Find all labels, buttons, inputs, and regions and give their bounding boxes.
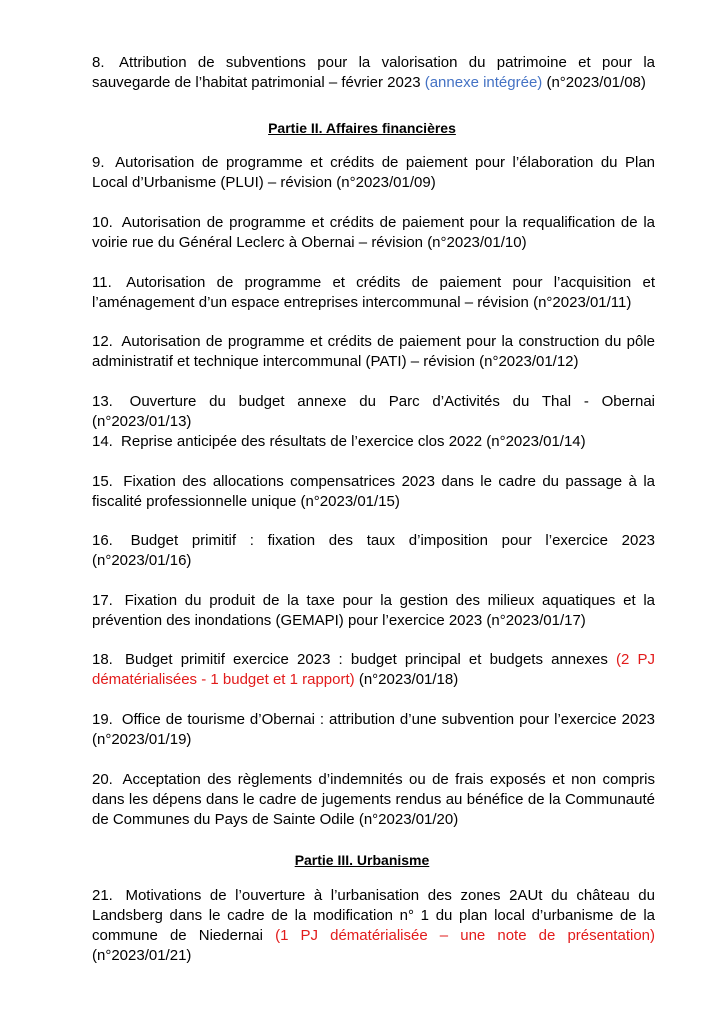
- item-number: 18.: [92, 651, 113, 668]
- item-reference: (n°2023/01/14): [486, 433, 586, 450]
- item-reference: (n°2023/01/12): [479, 353, 579, 370]
- section-heading-part-3: Partie III. Urbanisme: [294, 852, 430, 868]
- item-number: 8.: [92, 54, 105, 71]
- item-text: Attribution de subventions pour la valorisation du patrimoine et pour la sauvegarde de l’habitat patrimonial – février 2023: [92, 54, 655, 91]
- item-number: 19.: [92, 711, 113, 728]
- agenda-item-17: [92, 591, 655, 631]
- item-reference: (n°2023/01/16): [92, 552, 192, 569]
- item-number: 9.: [92, 154, 105, 171]
- item-text: Ouverture du budget annexe du Parc d’Activités du Thal - Obernai: [129, 393, 655, 410]
- item-text: Fixation des allocations compensatrices 2023 dans le cadre du passage à la fiscalité professionnelle unique: [92, 473, 655, 510]
- item-attachment-note: (2 PJ dématérialisées - 1 budget et 1 rapport): [92, 651, 655, 688]
- item-text: Autorisation de programme et crédits de paiement pour la construction du pôle administratif et technique intercommunal (PATI) – révision: [92, 333, 655, 370]
- item-reference: (n°2023/01/17): [486, 612, 586, 629]
- item-number: 17.: [92, 592, 113, 609]
- item-text: Autorisation de programme et crédits de paiement pour la requalification de la voirie rue du Général Leclerc à Obernai – révision: [92, 214, 656, 251]
- item-number: 14.: [92, 433, 113, 450]
- item-text: Fixation du produit de la taxe pour la gestion des milieux aquatiques et la prévention des inondations (GEMAPI) pour l’exercice 2023: [92, 592, 656, 629]
- item-number: 13.: [92, 393, 113, 410]
- item-attachment-note: (1 PJ dématérialisée – une note de présentation): [275, 927, 655, 944]
- item-text: Autorisation de programme et crédits de paiement pour l’acquisition et l’aménagement d’un espace entreprises intercommunal – révision: [92, 274, 655, 311]
- item-reference: (n°2023/01/13): [92, 413, 192, 430]
- item-annex-note: (annexe intégrée): [424, 74, 543, 91]
- item-reference: (n°2023/01/08): [546, 74, 646, 91]
- agenda-item-21: [92, 886, 655, 966]
- item-text: Autorisation de programme et crédits de paiement pour l’élaboration du Plan Local d’Urbanisme (PLUI) – révision: [92, 154, 656, 191]
- agenda-item-15: [92, 472, 655, 512]
- agenda-item-18: [92, 650, 655, 690]
- agenda-item-14: [92, 432, 655, 452]
- item-text: Office de tourisme d’Obernai : attribution d’une subvention pour l’exercice 2023: [121, 711, 655, 728]
- item-number: 11.: [92, 274, 112, 291]
- item-reference: (n°2023/01/20): [358, 811, 459, 828]
- item-reference: (n°2023/01/18): [358, 671, 459, 688]
- item-reference: (n°2023/01/21): [92, 947, 192, 964]
- item-number: 20.: [92, 771, 113, 788]
- item-text: Reprise anticipée des résultats de l’exercice clos 2022: [121, 433, 483, 450]
- agenda-item-12: [92, 332, 655, 372]
- item-reference: (n°2023/01/10): [427, 234, 527, 251]
- agenda-item-9: [92, 153, 655, 193]
- item-number: 10.: [92, 214, 113, 231]
- section-heading-part-2: Partie II. Affaires financières: [268, 120, 456, 136]
- item-reference: (n°2023/01/09): [336, 174, 436, 191]
- agenda-item-10: [92, 213, 655, 253]
- agenda-item-11: [92, 273, 655, 313]
- item-number: 21.: [92, 887, 113, 904]
- item-number: 15.: [92, 473, 113, 490]
- agenda-item-13: [92, 392, 655, 432]
- item-text: Motivations de l’ouverture à l’urbanisation des zones 2AUt du château du Landsberg dans le cadre de la modification n° 1 du plan local d’urbanisme de la commune de Niedernai: [92, 887, 655, 944]
- item-number: 16.: [92, 532, 113, 549]
- agenda-item-20: [92, 770, 655, 830]
- item-text: Budget primitif exercice 2023 : budget principal et budgets annexes: [125, 651, 608, 668]
- agenda-item-16: [92, 531, 655, 571]
- item-reference: (n°2023/01/19): [92, 731, 192, 748]
- agenda-item-8: [92, 53, 655, 93]
- item-reference: (n°2023/01/11): [533, 294, 632, 311]
- item-text: Acceptation des règlements d’indemnités ou de frais exposés et non compris dans les dépens dans le cadre de jugements rendus au bénéfice de la Communauté de Communes du Pays de Sainte Odile: [92, 771, 656, 828]
- item-reference: (n°2023/01/15): [300, 493, 400, 510]
- item-number: 12.: [92, 333, 113, 350]
- agenda-item-19: [92, 710, 655, 750]
- item-text: Budget primitif : fixation des taux d’imposition pour l’exercice 2023: [130, 532, 656, 549]
